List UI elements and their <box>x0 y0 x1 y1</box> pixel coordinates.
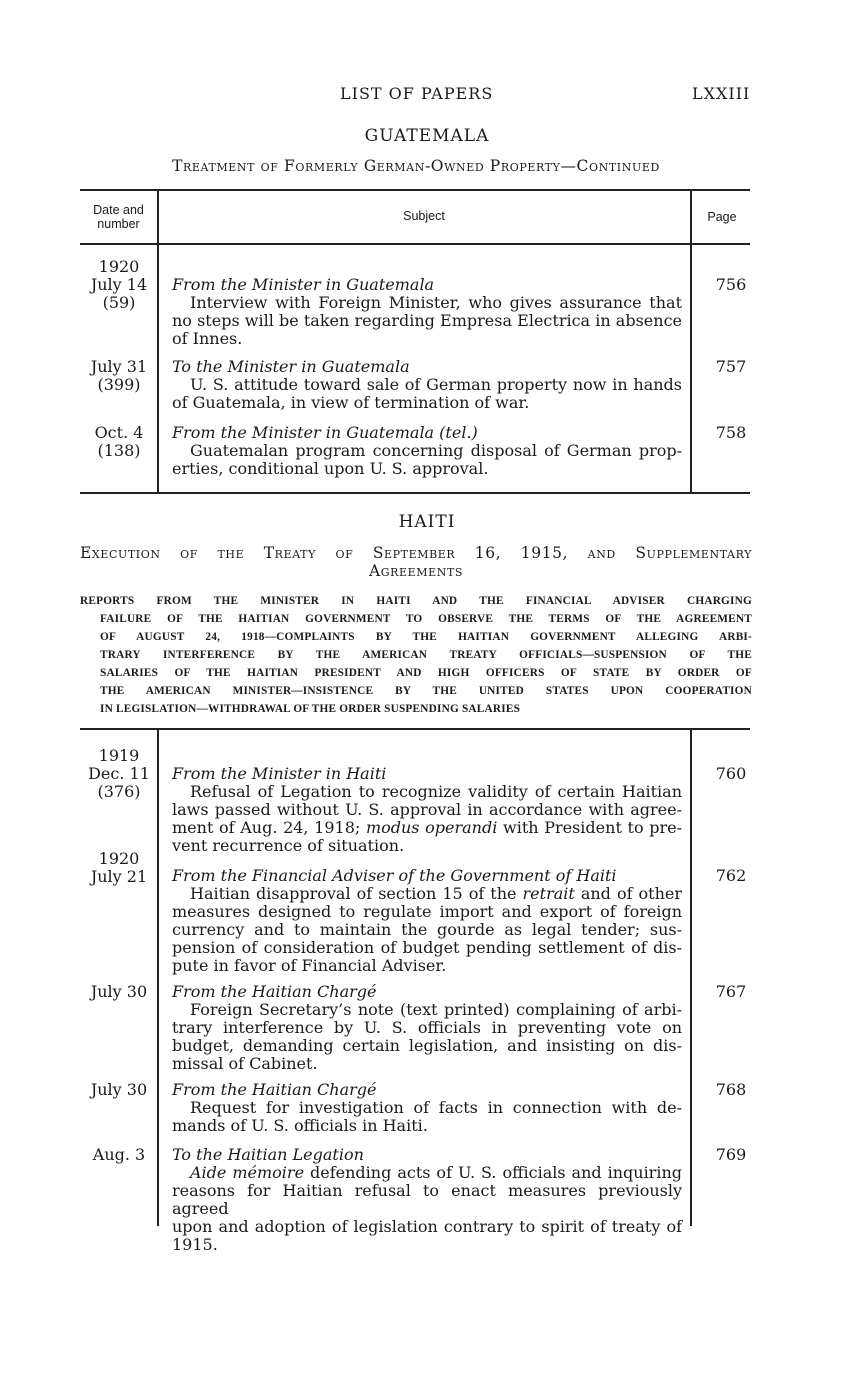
entry-text-with-italic: Haitian disapproval of section 15 of the retrait and of other <box>190 884 683 903</box>
entry-page: 758 <box>715 423 747 442</box>
list-item: From the Haitian Chargé Foreign Secretary’s note (text printed) complaining of arbi- trary interference by U. S. officials in preventing vote on budget, demanding certain legislation, and insisting on dis- missal of Cabinet. <box>172 982 682 1073</box>
entry-from: From the Minister in Haiti <box>172 764 387 783</box>
entry-page: 768 <box>715 1080 747 1099</box>
entry-date: July 30 <box>90 1080 148 1099</box>
header-page: Page <box>707 210 737 224</box>
column-divider <box>690 730 692 1226</box>
table-header-rule <box>80 243 750 245</box>
list-item: To the Minister in Guatemala U. S. attitude toward sale of German property now in hands of Guatemala, in view of termination of war. <box>172 357 682 412</box>
entry-page: 762 <box>715 866 747 885</box>
entry-page: 760 <box>715 764 747 783</box>
entry-date: 1919 Dec. 11 (376) <box>88 746 150 801</box>
country-heading-guatemala: GUATEMALA <box>364 126 490 146</box>
page-number: LXXIII <box>692 84 751 103</box>
entry-page: 756 <box>715 275 747 294</box>
entry-from: From the Minister in Guatemala (tel.) <box>172 423 478 442</box>
section-title-guatemala: Treatment of Formerly German-Owned Property—Continued <box>172 157 660 175</box>
country-heading-haiti: HAITI <box>398 512 456 532</box>
entry-date: July 30 <box>90 982 148 1001</box>
entry-date: 1920 July 14 (59) <box>90 257 148 312</box>
entry-page: 757 <box>715 357 747 376</box>
header-date-number: Date and number <box>93 203 144 231</box>
entry-from: From the Haitian Chargé <box>172 982 377 1001</box>
list-item: From the Minister in Haiti Refusal of Legation to recognize validity of certain Haitian laws passed without U. S. approval in accordance with agree- ment of Aug. 24, 1918; modus operandi with President to pre- vent recurrence of situation. <box>172 764 683 855</box>
table-top-rule <box>80 728 750 730</box>
topic-summary: REPORTS FROM THE MINISTER IN HAITI AND THE FINANCIAL ADVISER CHARGING FAILURE OF THE HAITIAN GOVERNMENT TO OBSERVE THE TERMS OF THE AGREEMENT OF AUGUST 24, 1918—COMPLAINTS BY THE HAITIAN GOVERNMENT ALLEGING ARBI- TRARY INTERFERENCE BY THE AMERICAN TREATY OFFICIALS—SUSPENSION OF THE SALARIES OF THE HAITIAN PRESIDENT AND HIGH OFFICERS OF STATE BY ORDER OF THE AMERICAN MINISTER—INSISTENCE BY THE UNITED STATES UPON COOPERATION IN LEGISLATION—WITHDRAWAL OF THE ORDER SUSPENDING SALARIES <box>80 595 752 715</box>
entry-from: To the Haitian Legation <box>172 1145 364 1164</box>
table-bottom-rule <box>80 492 750 494</box>
entry-from: To the Minister in Guatemala <box>172 357 410 376</box>
list-item: From the Minister in Guatemala Interview with Foreign Minister, who gives assurance that no steps will be taken regarding Empresa Electrica in absence of Innes. <box>172 275 682 348</box>
header-subject: Subject <box>403 209 445 223</box>
entry-from: From the Haitian Chargé <box>172 1080 377 1099</box>
entry-date: Aug. 3 <box>92 1145 146 1164</box>
section-title-haiti: Execution of the Treaty of September 16, 1915, and Supplementary Agreements <box>80 544 752 580</box>
entry-date: Oct. 4 (138) <box>94 423 144 460</box>
list-item: To the Haitian Legation Aide mémoire defending acts of U. S. officials and inquiring reasons for Haitian refusal to enact measures previously agreed upon and adoption of legislation contrary to spirit of treaty of 1915. <box>172 1145 682 1254</box>
list-item: From the Haitian Chargé Request for investigation of facts in connection with de- mands of U. S. officials in Haiti. <box>172 1080 682 1135</box>
entry-page: 769 <box>715 1145 747 1164</box>
list-item: From the Financial Adviser of the Government of Haiti Haitian disapproval of section 15 of the retrait and of other measures designed to regulate import and export of foreign currency and to maintain the gourde as legal tender; sus- pension of consideration of budget pending settlement of dis- pute in favor of Financial Adviser. <box>172 866 683 975</box>
list-item: From the Minister in Guatemala (tel.) Guatemalan program concerning disposal of German prop- erties, conditional upon U. S. approval. <box>172 423 682 478</box>
entry-date: 1920 July 21 <box>90 849 148 886</box>
entry-date: July 31 (399) <box>90 357 148 394</box>
entry-text-with-italic: Aide mémoire defending acts of U. S. officials and inquiring <box>190 1163 682 1182</box>
running-title: LIST OF PAPERS <box>340 84 494 103</box>
table-top-rule <box>80 189 750 191</box>
column-divider <box>690 191 692 492</box>
entry-page: 767 <box>715 982 747 1001</box>
entry-text-with-italic: ment of Aug. 24, 1918; modus operandi with President to pre- <box>172 818 683 837</box>
entry-from: From the Financial Adviser of the Government of Haiti <box>172 866 617 885</box>
entry-from: From the Minister in Guatemala <box>172 275 435 294</box>
